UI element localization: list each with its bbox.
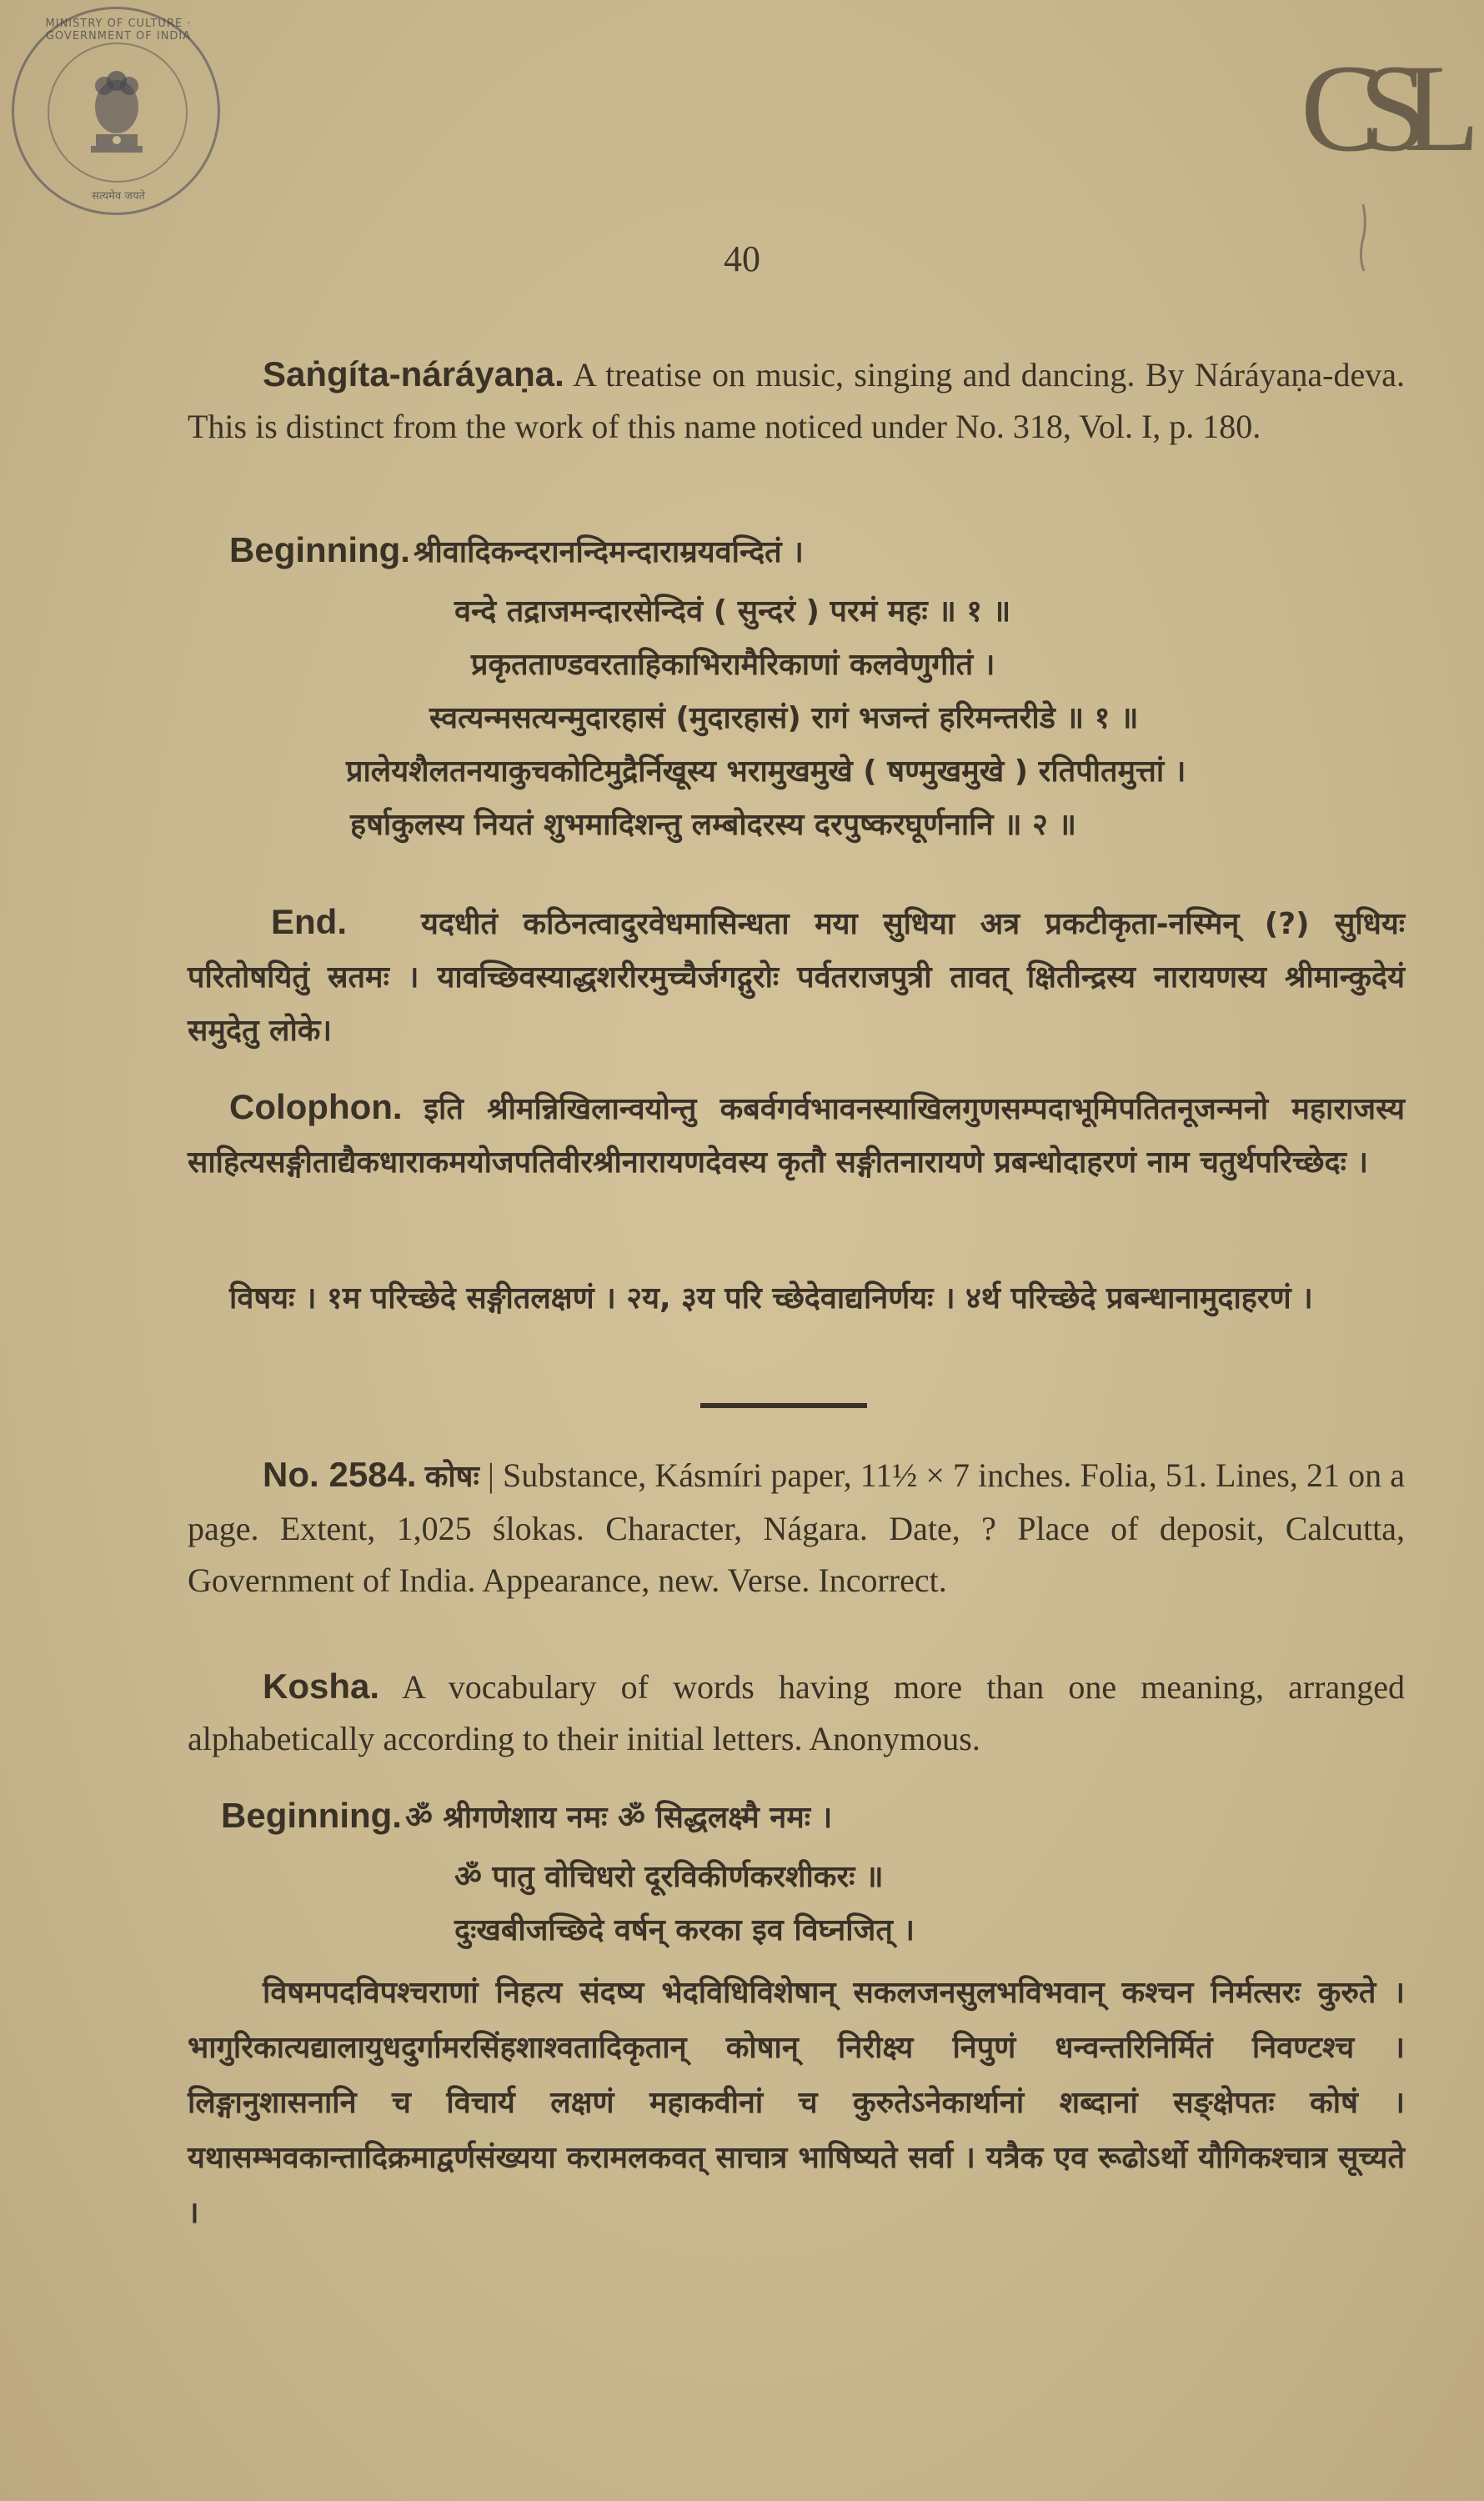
entry-details-text: | Substance, Kásmíri paper, 11½ × 7 inches. Folia, 51. Lines, 21 on a page. Extent, 1,025 ślokas. Character, Nágara. Date, ? Place of deposit, Calcutta, Government of India. Appearance, new. Verse. Incorrect. xyxy=(188,1456,1406,1599)
end-paragraph xyxy=(188,896,1405,1057)
entry-description xyxy=(188,348,1405,453)
csl-logo: CSL xyxy=(1301,39,1456,178)
end-section xyxy=(188,896,1405,1057)
kosha-desc-text: A vocabulary of words having more than one meaning, arranged alphabetically according to their initial letters. Anonymous. xyxy=(188,1668,1405,1757)
kosha-prose-text: विषमपदविपश्चराणां निहत्य संदष्य भेदविधिविशेषान् सकलजनसुलभविभवान् कश्चन निर्मत्सरः कुरुते । भागुरिकात्यद्यालायुधदुर्गामरसिंहशाश्वतादिकृतान् कोषान् निरीक्ष्य निपुणं धन्वन्तरिनिर्मितं निवण्टश्च । लिङ्गानुशासनानि च विचार्य लक्षणं महाकवीनां च कुरुतेऽनेकार्थानां शब्दानां सङ्क्षेपतः कोषं । यथासम्भवकान्तादिक्रमाद्वर्णसंख्यया करामलकवत् साचात्र भाषिष्यते सर्वा । यत्रैक एव रूढोऽर्थो यौगिकश्चात्र सूच्यते । xyxy=(188,1976,1405,2230)
end-label: End. xyxy=(271,902,347,941)
entry-2584 xyxy=(188,1449,1405,1606)
seal-motto: सत्यमेव जयते xyxy=(92,190,145,203)
colophon-text: इति श्रीमन्निखिलान्वयोन्तु कबर्वगर्वभावनस्याखिलगुणसम्पदाभूमिपतितनूजन्मनो महाराजस्य साहित्यसङ्गीताद्यैकधाराकमयोजपतिवीरश्रीनारायणदेवस्य कृतौ सङ्गीतनारायणे प्रबन्धोदाहरणं नाम चतुर्थपरिच्छेदः । xyxy=(188,1092,1406,1180)
colophon-paragraph xyxy=(188,1081,1405,1189)
verse-line: प्रकृतताण्डवरताहिकाभिरामैरिकाणां कलवेणुगीतं । xyxy=(471,648,995,682)
verse-line: हर्षाकुलस्य नियतं शुभमादिशन्तु लम्बोदरस्य दरपुष्करघूर्णनानि ॥ २ ॥ xyxy=(350,808,1076,842)
kosha-paragraph xyxy=(188,1661,1405,1765)
kosha-title: Kosha. xyxy=(263,1666,380,1706)
kosha-beginning xyxy=(188,1789,1405,1957)
page-number: 40 xyxy=(724,238,760,279)
verse-line: स्वत्यन्मसत्यन्मुदारहासं (मुदारहासं) रागं भजन्तं हरिमन्तरीडे ॥ १ ॥ xyxy=(429,701,1139,735)
entry-desc-text: A treatise on music, singing and dancing. By Náráyaṇa-deva. This is distinct from the work of this name noticed under No. 318, Vol. I, p. 180. xyxy=(188,356,1405,445)
vishaya-section xyxy=(188,1273,1405,1325)
kosha-description xyxy=(188,1661,1405,1765)
entry-sangita-narayana xyxy=(188,348,1405,453)
beginning-first-line xyxy=(188,524,1405,585)
colophon-section xyxy=(188,1081,1405,1189)
entry-sanskrit-name: कोषः xyxy=(424,1460,479,1494)
verse-line: दुःखबीजच्छिदे वर्षन् करका इव विघ्नजित् । xyxy=(454,1913,915,1947)
section-divider xyxy=(700,1403,867,1408)
beginning-label: Beginning. xyxy=(229,530,410,569)
colophon-label: Colophon. xyxy=(229,1087,403,1126)
kosha-prose xyxy=(188,1966,1405,2241)
verse-line: ॐ श्रीगणेशाय नमः ॐ सिद्धलक्ष्मै नमः । xyxy=(404,1801,833,1835)
entry-title: Saṅgíta-náráyaṇa. xyxy=(263,354,564,393)
national-emblem-icon xyxy=(79,61,154,161)
entry-details xyxy=(188,1449,1405,1606)
entry-number: No. 2584. xyxy=(263,1455,417,1494)
verse-line: श्रीवादिकन्दरानन्दिमन्दाराम्रयवन्दितं । xyxy=(413,535,804,569)
kosha-beginning-first xyxy=(188,1789,1405,1851)
verse-line: प्रालेयशैलतनयाकुचकोटिमुद्रैर्निखूस्य भरामुखमुखे ( षण्मुखमुखे ) रतिपीतमुत्तां । xyxy=(346,754,1186,789)
verse-line: वन्दे तद्राजमन्दारसेन्दिवं ( सुन्दरं ) परमं महः ॥ १ ॥ xyxy=(454,594,1011,629)
ministry-seal-watermark xyxy=(12,7,220,215)
vishaya-text: विषयः । १म परिच्छेदे सङ्गीतलक्षणं । २य, ३य परि च्छेदेवाद्यनिर्णयः । ४र्थ परिच्छेदे प्रबन्धानामुदाहरणं । xyxy=(229,1281,1313,1316)
end-text: यदधीतं कठिनत्वादुरवेधमासिन्धता मया सुधिया अत्र प्रकटीकृता-नस्मिन् (?) सुधियः परितोषयितुं स्रतमः । यावच्छिवस्याद्धशरीरमुच्चैर्जगद्गुरोः पर्वतराजपुत्री तावत् क्षितीन्द्रस्य नारायणस्य श्रीमान्कुदेयं समुदेतु लोके। xyxy=(188,907,1405,1048)
verse-line: ॐ पातु वोचिधरो दूरविकीर्णकरशीकरः ॥ xyxy=(454,1860,884,1894)
seal-top-text: MINISTRY OF CULTURE · GOVERNMENT OF INDIA xyxy=(45,18,192,43)
beginning-section xyxy=(188,524,1405,852)
beginning-label: Beginning. xyxy=(221,1796,402,1835)
